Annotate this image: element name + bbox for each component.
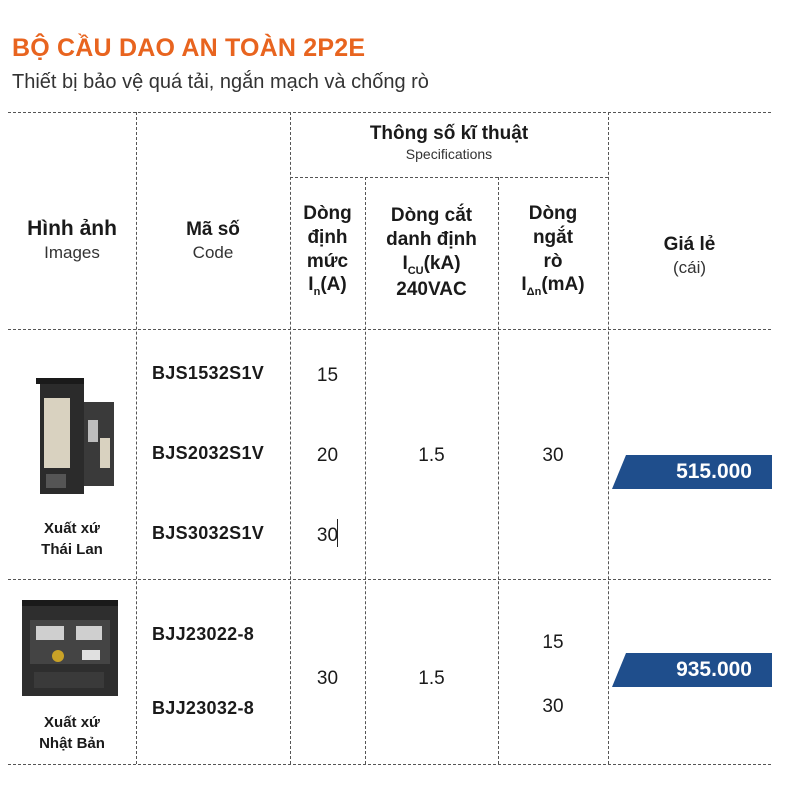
header-specs: Thông số kĩ thuật Specifications xyxy=(369,123,529,162)
text-cursor xyxy=(337,519,338,547)
price-tag xyxy=(612,455,772,489)
product-code: BJS2032S1V xyxy=(152,443,265,463)
rated-current-value: 30 xyxy=(316,668,339,689)
breaking-capacity-value: 1.5 xyxy=(418,445,445,466)
col-divider-5 xyxy=(608,112,609,764)
header-trip-current: Dòng ngắt rò $I_{\Delta n}(mA)$ xyxy=(521,203,585,299)
product-code: BJJ23022-8 xyxy=(152,624,255,644)
header-rated-current: Dòng định mức $I_n(A)$ xyxy=(303,203,352,299)
product-code: BJJ23032-8 xyxy=(152,698,255,718)
col-divider-1 xyxy=(136,112,137,764)
price-value: 935.000 xyxy=(676,658,752,681)
page-subtitle: Thiết bị bảo vệ quá tải, ngắn mạch và chống rò xyxy=(12,71,429,93)
header-bottom-border xyxy=(8,329,771,330)
header-code: Mã số Code xyxy=(186,219,240,262)
product-code: BJS3032S1V xyxy=(152,523,265,543)
breaking-capacity-value: 1.5 xyxy=(418,668,445,689)
price-value: 515.000 xyxy=(676,460,752,483)
header-breaking-capacity: Dòng cắt danh định $I_{CU}(kA)$ 240VAC xyxy=(386,205,477,301)
breaker-image-japan xyxy=(20,600,120,700)
specs-divider xyxy=(290,177,608,178)
page-title: BỘ CẦU DAO AN TOÀN 2P2E xyxy=(12,34,366,62)
origin-thailand: Xuất xứ Thái Lan xyxy=(41,520,103,558)
table-bottom-border xyxy=(8,764,771,765)
origin-japan: Xuất xứ Nhật Bản xyxy=(39,714,105,752)
breaker-image-thailand xyxy=(36,378,118,500)
rated-current-value: 20 xyxy=(316,445,339,466)
group-divider xyxy=(8,579,771,580)
price-tag xyxy=(612,653,772,687)
trip-current-value: 30 xyxy=(542,696,564,717)
header-price: Giá lẻ (cái) xyxy=(663,234,716,277)
trip-current-value: 15 xyxy=(542,632,564,653)
trip-current-value: 30 xyxy=(542,445,564,466)
rated-current-value: 15 xyxy=(316,365,339,386)
table-top-border xyxy=(8,112,771,113)
header-images: Hình ảnh Images xyxy=(27,217,117,263)
rated-current-value: 30 xyxy=(316,525,339,546)
product-code: BJS1532S1V xyxy=(152,363,265,383)
